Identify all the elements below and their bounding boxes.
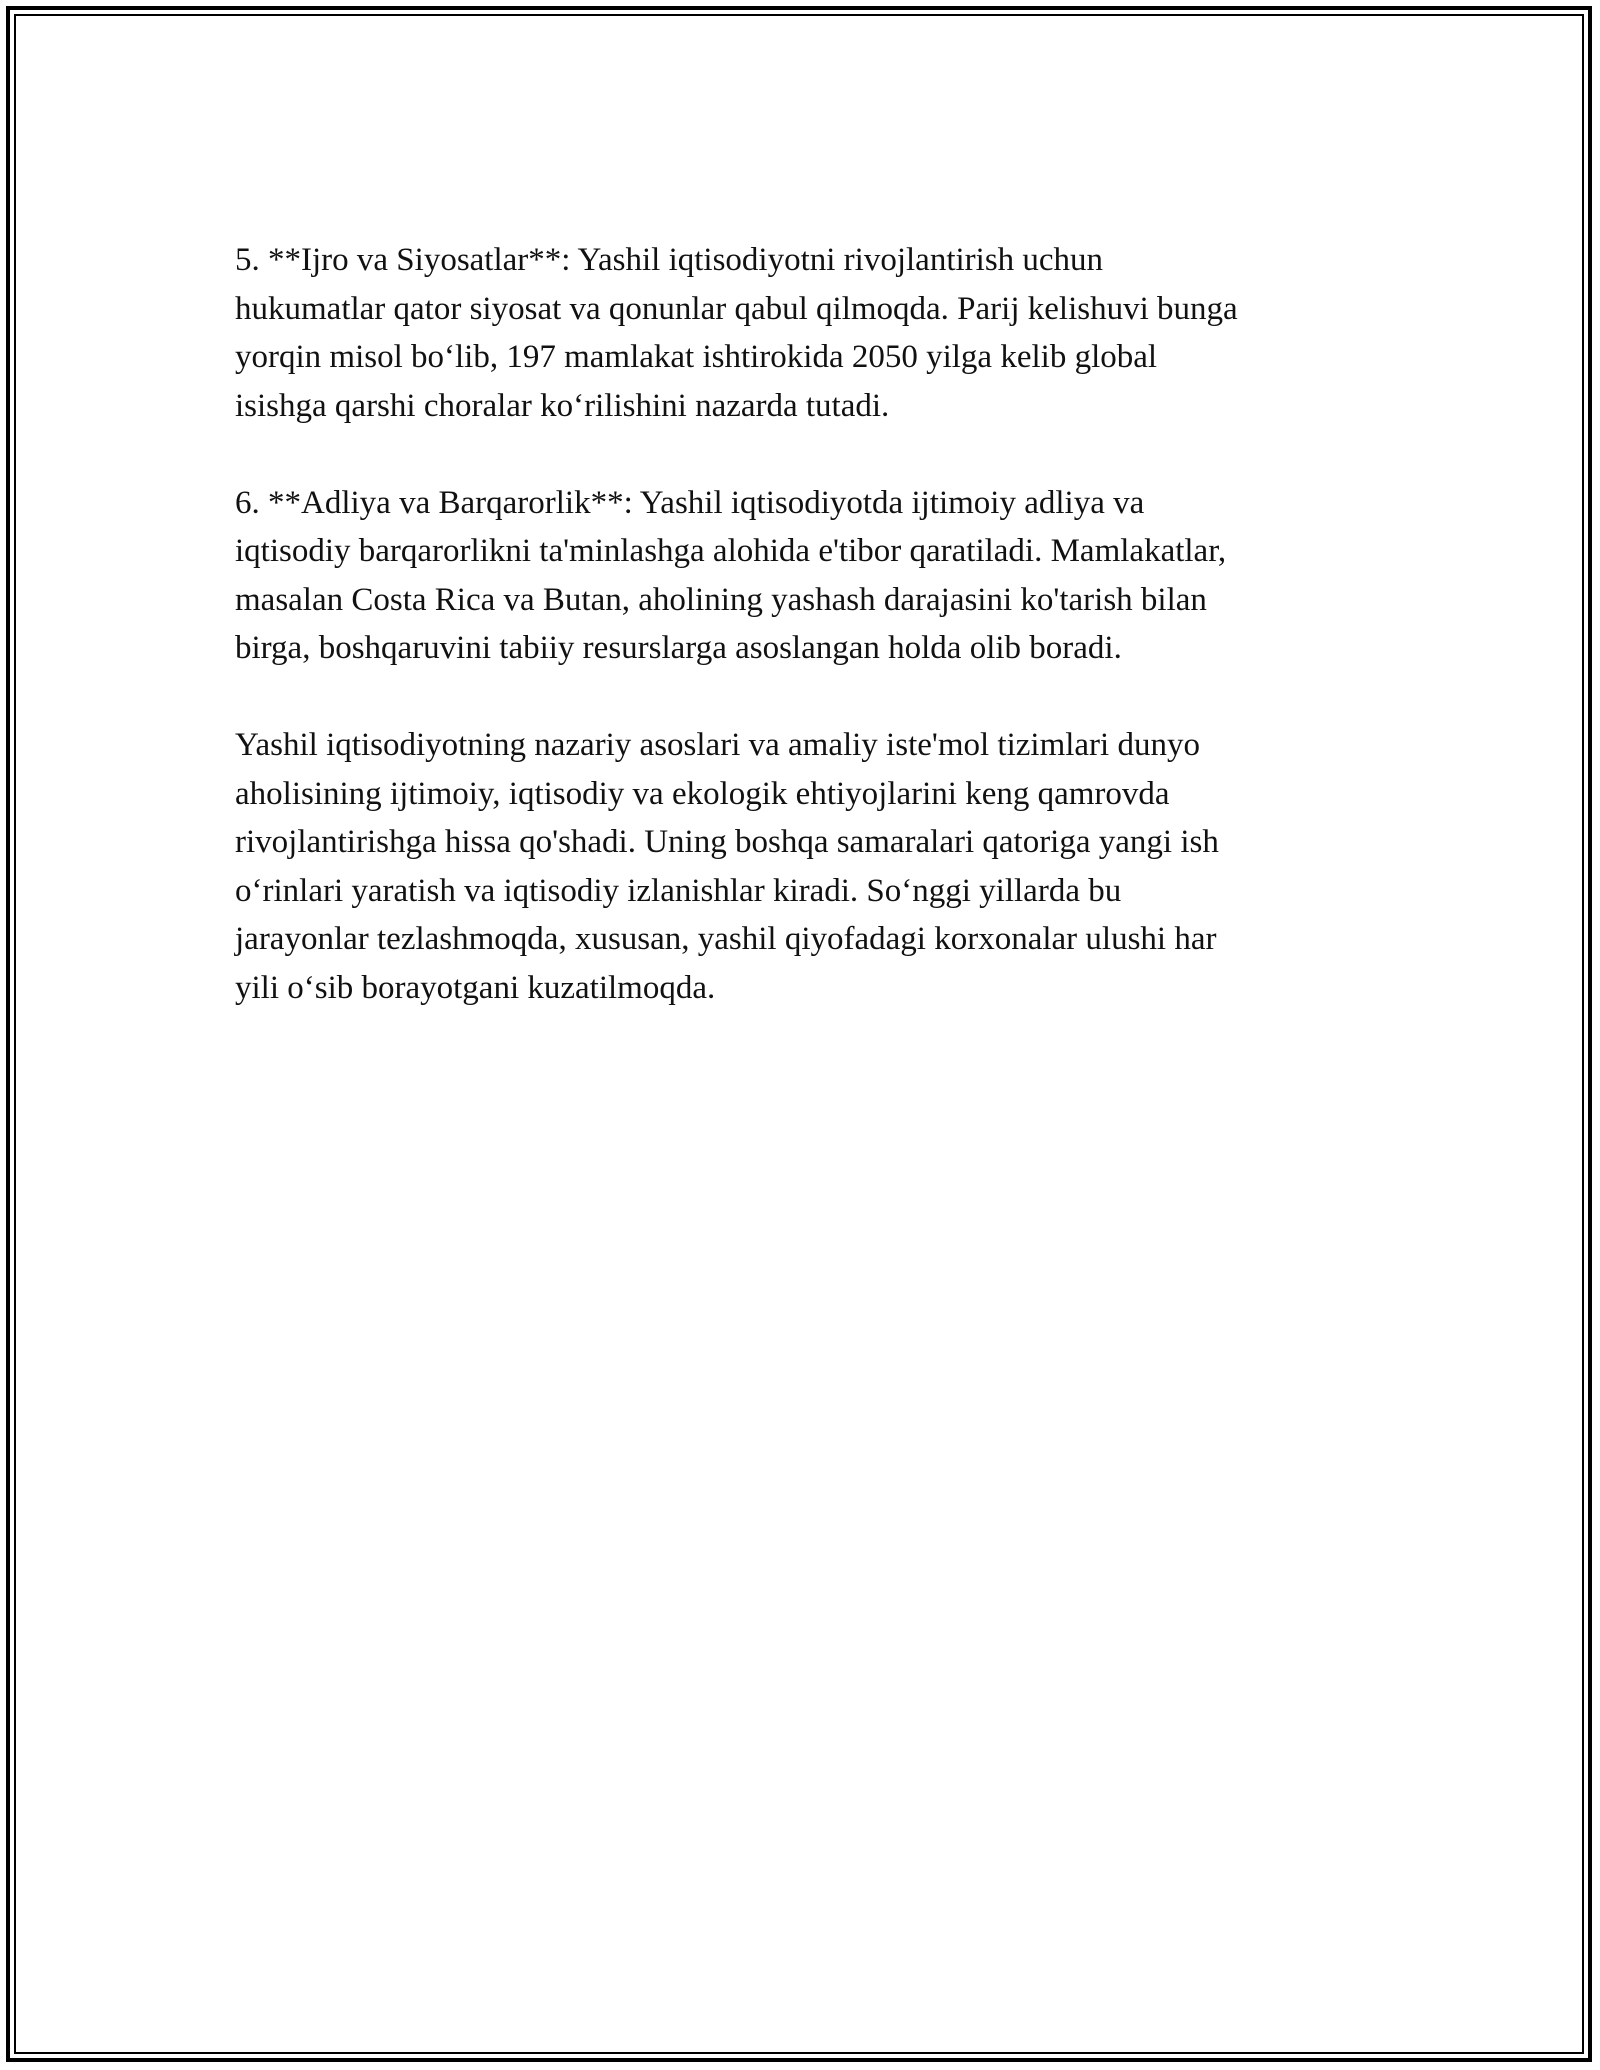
paragraph-adliya-va-barqarorlik: 6. **Adliya va Barqarorlik**: Yashil iqtisodiyotda ijtimoiy adliya va iqtisodiy barqarorlikni ta'minlashga alohida e'tibor qaratiladi. Mamlakatlar, masalan Costa Rica va Butan, aholining yashash darajasini ko'tarish bilan birga, boshqaruvini tabiiy resurslarga asoslangan holda olib boradi. <box>235 484 1227 666</box>
paragraph-conclusion: Yashil iqtisodiyotning nazariy asoslari va amaliy iste'mol tizimlari dunyo aholisining ijtimoiy, iqtisodiy va ekologik ehtiyojlarini keng qamrovda rivojlantirishga hissa qo'shadi. Uning boshqa samaralari qatoriga yangi ish o‘rinlari yaratish va iqtisodiy izlanishlar kiradi. So‘nggi yillarda bu jarayonlar tezlashmoqda, xususan, yashil qiyofadagi korxonalar ulushi har yili o‘sib borayotgani kuzatilmoqda. <box>235 727 1219 1006</box>
document-body <box>235 236 1375 1061</box>
paragraph-ijro-va-siyosatlar: 5. **Ijro va Siyosatlar**: Yashil iqtisodiyotni rivojlantirish uchun hukumatlar qator siyosat va qonunlar qabul qilmoqda. Parij kelishuvi bunga yorqin misol bo‘lib, 197 mamlakat ishtirokida 2050 yilga kelib global isishga qarshi choralar ko‘rilishini nazarda tutadi. <box>235 242 1238 424</box>
